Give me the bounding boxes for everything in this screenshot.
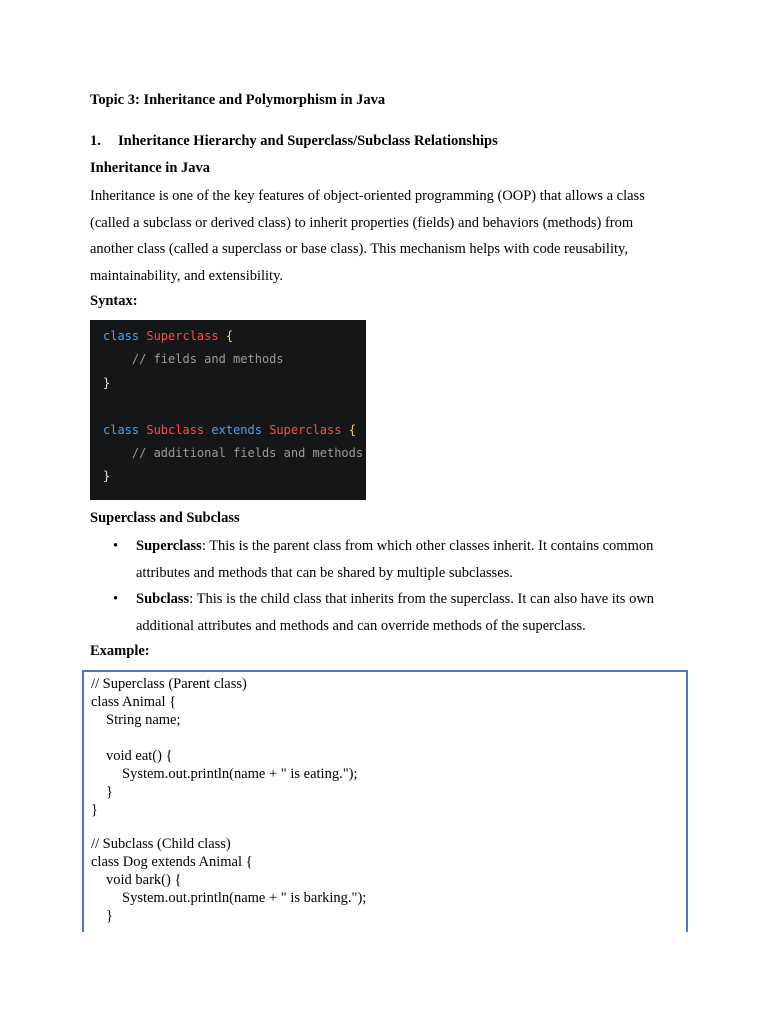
brace: { xyxy=(348,423,356,437)
definition-text: : This is the child class that inherits from the superclass. It can also have its own xyxy=(189,591,655,607)
keyword: extends xyxy=(211,423,262,437)
intro-paragraph xyxy=(90,183,690,289)
class-name: Superclass xyxy=(146,329,219,343)
section-number: 1. xyxy=(90,133,101,149)
code-comment: // fields and methods xyxy=(131,352,284,366)
intro-line: maintainability, and extensibility. xyxy=(90,267,284,284)
example-label: Example: xyxy=(90,643,150,659)
list-item xyxy=(90,586,710,639)
code-line xyxy=(103,423,356,437)
brace: } xyxy=(103,469,111,483)
bullet-list xyxy=(90,533,710,639)
code-line: String name; xyxy=(106,712,181,728)
class-name: Subclass xyxy=(146,423,205,437)
code-line xyxy=(103,376,110,390)
subheading-inheritance: Inheritance in Java xyxy=(90,160,211,176)
code-line: class Dog extends Animal { xyxy=(91,854,253,870)
superclass-subclass-heading: Superclass and Subclass xyxy=(90,510,240,526)
term: Subclass xyxy=(136,591,190,607)
code-line xyxy=(103,352,284,366)
section-heading xyxy=(90,133,498,150)
brace: { xyxy=(225,329,234,343)
bullet-icon: • xyxy=(113,591,119,607)
keyword: class xyxy=(103,329,140,343)
term: Superclass xyxy=(136,538,202,554)
code-line xyxy=(103,446,363,460)
code-line: void bark() { xyxy=(106,872,182,888)
class-name: Superclass xyxy=(269,423,342,437)
code-line: // Superclass (Parent class) xyxy=(91,676,247,692)
definition-text: attributes and methods that can be shared by multiple subclasses. xyxy=(136,564,513,581)
definition-text: : This is the parent class from which other classes inherit. It contains common xyxy=(201,538,654,554)
intro-line: Inheritance is one of the key features of object-oriented programming (OOP) that allows a class xyxy=(90,188,645,204)
code-line: } xyxy=(91,802,98,818)
definition-text: additional attributes and methods and can override methods of the superclass. xyxy=(136,617,586,634)
bullet-icon: • xyxy=(113,538,119,554)
code-line xyxy=(103,469,110,483)
section-title: Inheritance Hierarchy and Superclass/Subclass Relationships xyxy=(118,133,498,149)
code-line xyxy=(103,329,233,343)
list-item xyxy=(90,533,710,586)
syntax-code-block xyxy=(90,320,366,500)
code-comment: // additional fields and methods xyxy=(131,446,364,460)
code-line: System.out.println(name + " is eating."); xyxy=(122,766,358,782)
keyword: class xyxy=(103,423,140,437)
code-line: class Animal { xyxy=(91,694,177,710)
code-line: void eat() { xyxy=(106,748,173,764)
code-line: } xyxy=(106,784,113,800)
syntax-label: Syntax: xyxy=(90,293,138,309)
intro-line: another class (called a superclass or base class). This mechanism helps with code reusability, xyxy=(90,241,628,257)
code-line: } xyxy=(106,908,113,924)
intro-line: (called a subclass or derived class) to inherit properties (fields) and behaviors (methods) from xyxy=(90,214,634,231)
code-line: // Subclass (Child class) xyxy=(91,836,231,852)
example-code-block xyxy=(82,670,688,932)
brace: } xyxy=(103,376,111,390)
topic-title: Topic 3: Inheritance and Polymorphism in Java xyxy=(90,92,386,108)
code-line: System.out.println(name + " is barking."); xyxy=(122,890,367,906)
